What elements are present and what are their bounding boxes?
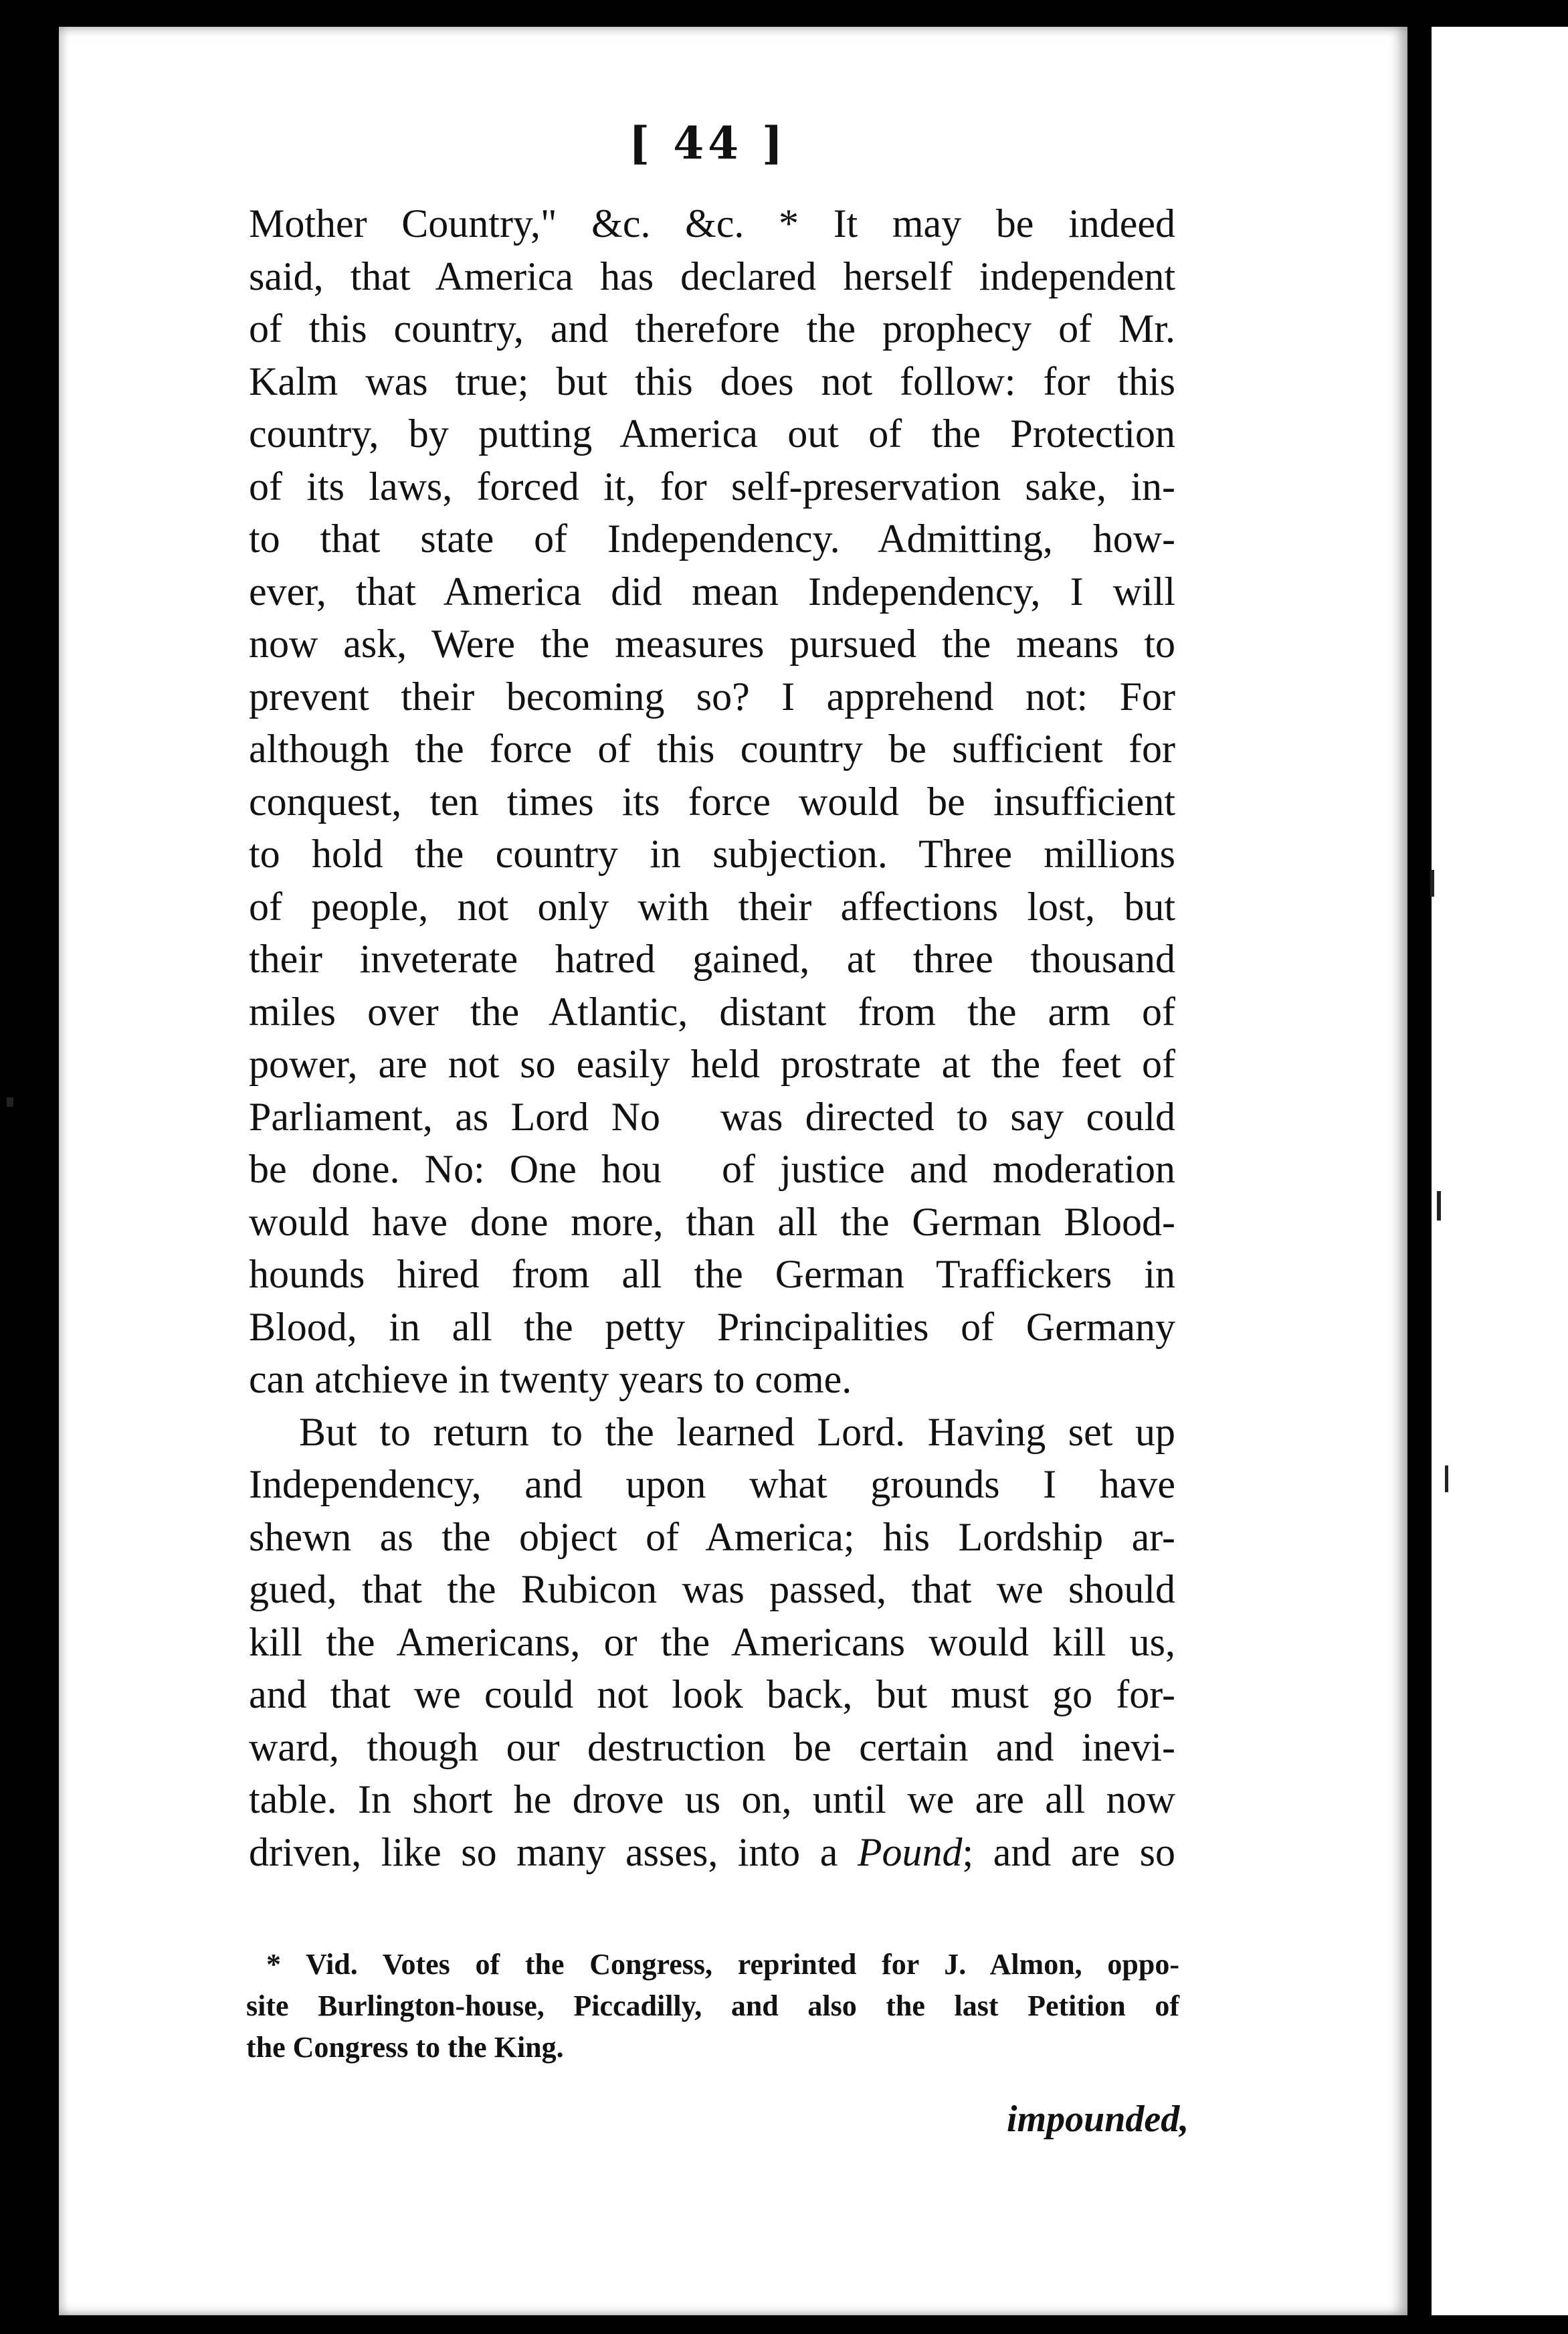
text-line: ward, though our destruction be certain and inevi- bbox=[249, 1724, 1175, 1769]
text-line: country, by putting America out of the Protection bbox=[249, 412, 1175, 456]
text-line: said, that America has declared herself independent bbox=[249, 254, 1175, 298]
text-line: kill the Americans, or the Americans would kill us, bbox=[249, 1619, 1175, 1664]
catchword: impounded, bbox=[1007, 2098, 1189, 2140]
text-line: their inveterate hatred gained, at three thousand bbox=[249, 937, 1175, 981]
text-line: power, are not so easily held prostrate at the feet of bbox=[249, 1042, 1175, 1086]
scan-artifact bbox=[1430, 870, 1434, 897]
text-line: miles over the Atlantic, distant from the arm of bbox=[249, 989, 1175, 1034]
scan-artifact bbox=[1445, 1465, 1448, 1492]
text-line: Blood, in all the petty Principalities of Germany bbox=[249, 1304, 1175, 1349]
footnote-line: site Burlington-house, Piccadilly, and also the last Petition of bbox=[246, 1989, 1179, 2022]
text-line: hounds hired from all the German Traffickers in bbox=[249, 1252, 1175, 1296]
text-fragment: driven, like so many asses, into a bbox=[249, 1829, 838, 1874]
text-line: of this country, and therefore the prophecy of Mr. bbox=[249, 306, 1175, 351]
italic-word: Pound bbox=[857, 1829, 963, 1874]
text-line: ever, that America did mean Independency, I will bbox=[249, 569, 1175, 614]
text-line: shewn as the object of America; his Lordship ar- bbox=[249, 1514, 1175, 1559]
text-line: would have done more, than all the German Blood- bbox=[249, 1199, 1175, 1244]
text-line: Mother Country," &c. &c. * It may be indeed bbox=[249, 201, 1175, 246]
scan-artifact bbox=[7, 1097, 13, 1107]
text-fragment: be done. No: One hou bbox=[249, 1147, 662, 1191]
book-gutter bbox=[1407, 0, 1432, 2334]
text-line-damaged bbox=[249, 1091, 1175, 1144]
scan-artifact bbox=[1437, 1191, 1441, 1221]
page-number-header: [ 44 ] bbox=[629, 117, 787, 169]
text-line: although the force of this country be sufficient for bbox=[249, 727, 1175, 771]
text-line: gued, that the Rubicon was passed, that we should bbox=[249, 1567, 1175, 1611]
text-line: now ask, Were the measures pursued the means to bbox=[249, 622, 1175, 666]
text-line: of its laws, forced it, for self-preservation sake, in- bbox=[249, 464, 1175, 509]
text-fragment: was directed to say could bbox=[720, 1094, 1175, 1139]
text-line: table. In short he drove us on, until we are all now bbox=[249, 1777, 1175, 1821]
text-line: prevent their becoming so? I apprehend not: For bbox=[249, 674, 1175, 719]
text-line: of people, not only with their affections lost, but bbox=[249, 884, 1175, 929]
text-line-with-italic bbox=[249, 1826, 1175, 1879]
facing-page-edge bbox=[1432, 27, 1568, 2315]
text-line: can atchieve in twenty years to come. bbox=[249, 1357, 852, 1401]
footnote-line: the Congress to the King. bbox=[246, 2031, 564, 2064]
text-line: Kalm was true; but this does not follow: for this bbox=[249, 359, 1175, 403]
footnote bbox=[246, 1944, 1179, 2068]
text-line: Independency, and upon what grounds I have bbox=[249, 1462, 1175, 1506]
text-fragment: of justice and moderation bbox=[721, 1147, 1176, 1191]
text-line: and that we could not look back, but must go for- bbox=[249, 1672, 1175, 1716]
body-text bbox=[249, 197, 1175, 1878]
text-line: to that state of Independency. Admitting, how- bbox=[249, 517, 1175, 561]
text-fragment: Parliament, as Lord No bbox=[249, 1094, 660, 1139]
text-line-damaged bbox=[249, 1143, 1175, 1196]
text-line: to hold the country in subjection. Three millions bbox=[249, 832, 1175, 876]
text-line: But to return to the learned Lord. Having set up bbox=[299, 1409, 1175, 1454]
footnote-line: * Vid. Votes of the Congress, reprinted for J. Almon, oppo- bbox=[266, 1948, 1179, 1981]
text-line: conquest, ten times its force would be insufficient bbox=[249, 779, 1175, 824]
text-fragment: ; and are so bbox=[962, 1829, 1175, 1874]
